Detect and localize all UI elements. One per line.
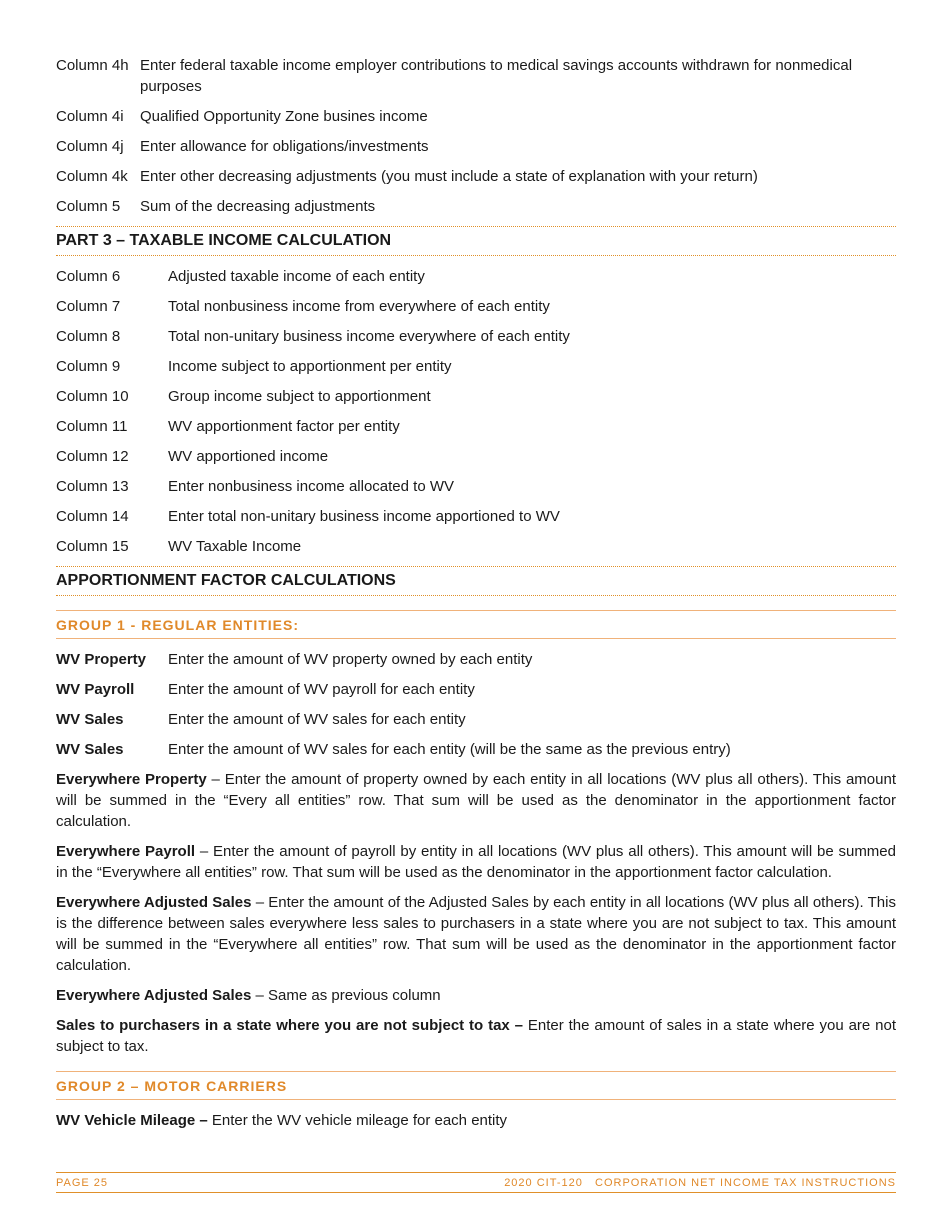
list-item <box>56 266 896 287</box>
row-label: Column 4i <box>56 108 124 125</box>
row-label: Column 4h <box>56 57 129 74</box>
row-text: Qualified Opportunity Zone busines income <box>140 108 428 125</box>
para-text: Enter the WV vehicle mileage for each entity <box>207 1112 508 1129</box>
row-label: Column 14 <box>56 508 129 525</box>
para-term: WV Vehicle Mileage – <box>56 1112 208 1129</box>
list-item <box>56 536 896 557</box>
group1-heading: GROUP 1 - REGULAR ENTITIES: <box>56 610 896 639</box>
row-label: Column 6 <box>56 268 121 285</box>
paragraph <box>56 1015 896 1057</box>
para-text: Enter the amount of sales in a state where you are not subject to tax. <box>56 1017 896 1055</box>
row-label: WV Payroll <box>56 681 135 698</box>
list-item <box>56 649 896 670</box>
list-item <box>56 739 896 760</box>
paragraph <box>56 769 896 832</box>
row-text: Enter other decreasing adjustments (you must include a state of explanation with your return) <box>140 168 758 185</box>
row-text: Group income subject to apportionment <box>168 388 431 405</box>
row-text: Enter federal taxable income employer contributions to medical savings accounts withdrawn for nonmedical purposes <box>140 57 853 95</box>
row-text: Enter the amount of WV sales for each entity <box>168 711 466 728</box>
row-text: Total nonbusiness income from everywhere of each entity <box>168 298 550 315</box>
list-item <box>56 446 896 467</box>
para-term: Everywhere Adjusted Sales <box>56 987 252 1004</box>
para-text: – Enter the amount of payroll by entity in all locations (WV plus all others). This amount will be summed in the “Everywhere all entities” row. That sum will be used as the denominator in the apportionment factor calculation. <box>56 843 896 881</box>
row-text: Sum of the decreasing adjustments <box>140 198 376 215</box>
row-text: Enter nonbusiness income allocated to WV <box>168 478 454 495</box>
para-term: Everywhere Adjusted Sales <box>56 894 252 911</box>
row-label: Column 7 <box>56 298 121 315</box>
part3-heading: PART 3 – TAXABLE INCOME CALCULATION <box>56 226 896 256</box>
list-item <box>56 506 896 527</box>
row-label: WV Sales <box>56 741 124 758</box>
paragraph <box>56 985 896 1006</box>
apportionment-heading: APPORTIONMENT FACTOR CALCULATIONS <box>56 566 896 596</box>
para-text: – Enter the amount of the Adjusted Sales by each entity in all locations (WV plus all others). This is the difference between sales everywhere less sales to purchasers in a state where you are not subject to tax. This amount will be summed in the “Everywhere all entities” row. That sum will be used as the denominator in the apportionment factor calculation. <box>56 894 896 974</box>
list-item <box>56 416 896 437</box>
para-term: Everywhere Property <box>56 771 207 788</box>
list-item <box>56 326 896 347</box>
row-label: Column 8 <box>56 328 121 345</box>
row-label: Column 5 <box>56 198 121 215</box>
paragraph <box>56 892 896 976</box>
top-rows <box>56 55 896 217</box>
document-title: 2020 CIT-120 CORPORATION NET INCOME TAX INSTRUCTIONS <box>504 1177 896 1189</box>
list-item <box>56 476 896 497</box>
list-item <box>56 106 896 127</box>
paragraph <box>56 1110 896 1131</box>
page-number: PAGE 25 <box>56 1177 109 1189</box>
part3-rows <box>56 266 896 557</box>
list-item <box>56 196 896 217</box>
list-item <box>56 386 896 407</box>
list-item <box>56 356 896 377</box>
list-item <box>56 709 896 730</box>
row-label: Column 10 <box>56 388 129 405</box>
row-label: WV Property <box>56 651 147 668</box>
row-text: Enter allowance for obligations/investments <box>140 138 429 155</box>
row-label: Column 11 <box>56 418 128 435</box>
row-text: Income subject to apportionment per entity <box>168 358 452 375</box>
list-item <box>56 296 896 317</box>
group2-heading: GROUP 2 – MOTOR CARRIERS <box>56 1071 896 1100</box>
row-label: Column 12 <box>56 448 129 465</box>
row-text: Enter the amount of WV payroll for each entity <box>168 681 475 698</box>
row-label: Column 4j <box>56 138 124 155</box>
row-text: Enter total non-unitary business income apportioned to WV <box>168 508 560 525</box>
list-item <box>56 166 896 187</box>
list-item <box>56 136 896 157</box>
row-label: WV Sales <box>56 711 124 728</box>
row-label: Column 4k <box>56 168 128 185</box>
row-label: Column 15 <box>56 538 129 555</box>
list-item <box>56 679 896 700</box>
row-label: Column 13 <box>56 478 129 495</box>
row-text: Total non-unitary business income everywhere of each entity <box>168 328 570 345</box>
para-term: Sales to purchasers in a state where you are not subject to tax – <box>56 1017 523 1034</box>
row-text: Enter the amount of WV property owned by each entity <box>168 651 533 668</box>
list-item <box>56 55 896 97</box>
row-text: WV Taxable Income <box>168 538 302 555</box>
row-label: Column 9 <box>56 358 121 375</box>
row-text: Enter the amount of WV sales for each entity (will be the same as the previous entry) <box>168 741 731 758</box>
para-text: – Same as previous column <box>251 987 441 1004</box>
page-footer <box>56 1172 896 1193</box>
paragraph <box>56 841 896 883</box>
row-text: Adjusted taxable income of each entity <box>168 268 425 285</box>
para-term: Everywhere Payroll <box>56 843 196 860</box>
page-content <box>56 55 896 1140</box>
para-text: – Enter the amount of property owned by each entity in all locations (WV plus all others). This amount will be summed in the “Every all entities” row. That sum will be used as the denominator in the apportionment factor calculation. <box>56 771 896 830</box>
row-text: WV apportionment factor per entity <box>168 418 400 435</box>
group1-rows <box>56 649 896 760</box>
row-text: WV apportioned income <box>168 448 329 465</box>
